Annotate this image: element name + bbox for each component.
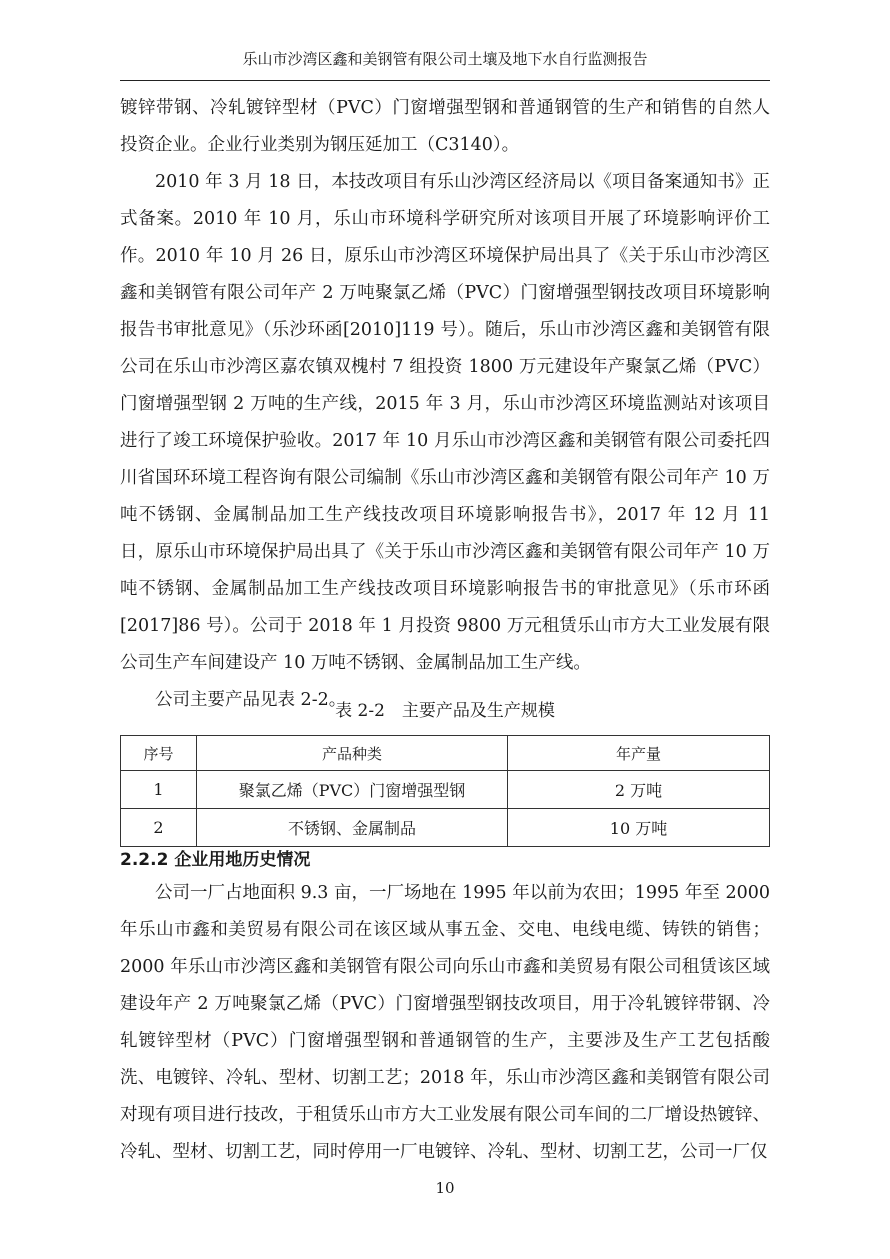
table-header-product-type: 产品种类	[197, 736, 508, 771]
table-cell-no: 2	[121, 809, 197, 847]
table-row	[121, 771, 770, 809]
table-header-annual-output: 年产量	[508, 736, 770, 771]
page-number: 10	[435, 1179, 455, 1197]
section-heading: 2.2.2 企业用地历史情况	[120, 850, 311, 870]
table-cell-product-type: 聚氯乙烯（PVC）门窗增强型钢	[197, 771, 508, 809]
table-header-row	[121, 736, 770, 771]
header-divider	[120, 80, 770, 81]
table-cell-annual-output: 10 万吨	[508, 809, 770, 847]
table-cell-annual-output: 2 万吨	[508, 771, 770, 809]
paragraph-continuation: 镀锌带钢、冷轧镀锌型材（PVC）门窗增强型钢和普通钢管的生产和销售的自然人投资企业。企业行业类别为钢压延加工（C3140）。	[120, 98, 770, 155]
paragraph-table-reference: 公司主要产品见表 2-2。	[155, 690, 347, 710]
table-caption: 表 2-2 主要产品及生产规模	[335, 701, 555, 721]
table-row	[121, 809, 770, 847]
page-header-title: 乐山市沙湾区鑫和美钢管有限公司土壤及地下水自行监测报告	[242, 50, 648, 68]
paragraph-land-use-history: 公司一厂占地面积 9.3 亩，一厂场地在 1995 年以前为农田；1995 年至 2000 年乐山市鑫和美贸易有限公司在该区域从事五金、交电、电线电缆、铸铁的销售；2000 年乐山市沙湾区鑫和美钢管有限公司向乐山市鑫和美贸易有限公司租赁该区域建设年产 2 万吨聚氯乙烯（PVC）门窗增强型钢技改项目，用于冷轧镀锌带钢、冷轧镀锌型材（PVC）门窗增强型钢和普通钢管的生产，主要涉及生产工艺包括酸洗、电镀锌、冷轧、型材、切割工艺；2018 年，乐山市沙湾区鑫和美钢管有限公司对现有项目进行技改，于租赁乐山市方大工业发展有限公司车间的二厂增设热镀锌、冷轧、型材、切割工艺，同时停用一厂电镀锌、冷轧、型材、切割工艺，公司一厂仅	[120, 883, 770, 1162]
section-body	[120, 875, 770, 1171]
body-text-block	[120, 90, 770, 719]
table-cell-no: 1	[121, 771, 197, 809]
table-header-no: 序号	[121, 736, 197, 771]
table-cell-product-type: 不锈钢、金属制品	[197, 809, 508, 847]
products-table	[120, 735, 770, 847]
paragraph-project-history: 2010 年 3 月 18 日，本技改项目有乐山沙湾区经济局以《项目备案通知书》正式备案。2010 年 10 月，乐山市环境科学研究所对该项目开展了环境影响评价工作。2010 年 10 月 26 日，原乐山市沙湾区环境保护局出具了《关于乐山市沙湾区鑫和美钢管有限公司年产 2 万吨聚氯乙烯（PVC）门窗增强型钢技改项目环境影响报告书审批意见》（乐沙环函[2010]119 号）。随后，乐山市沙湾区鑫和美钢管有限公司在乐山市沙湾区嘉农镇双槐村 7 组投资 1800 万元建设年产聚氯乙烯（PVC）门窗增强型钢 2 万吨的生产线，2015 年 3 月，乐山市沙湾区环境监测站对该项目进行了竣工环境保护验收。2017 年 10 月乐山市沙湾区鑫和美钢管有限公司委托四川省国环环境工程咨询有限公司编制《乐山市沙湾区鑫和美钢管有限公司年产 10 万吨不锈钢、金属制品加工生产线技改项目环境影响报告书》，2017 年 12 月 11 日，原乐山市环境保护局出具了《关于乐山市沙湾区鑫和美钢管有限公司年产 10 万吨不锈钢、金属制品加工生产线技改项目环境影响报告书的审批意见》（乐市环函[2017]86 号）。公司于 2018 年 1 月投资 9800 万元租赁乐山市方大工业发展有限公司生产车间建设产 10 万吨不锈钢、金属制品加工生产线。	[120, 172, 770, 673]
